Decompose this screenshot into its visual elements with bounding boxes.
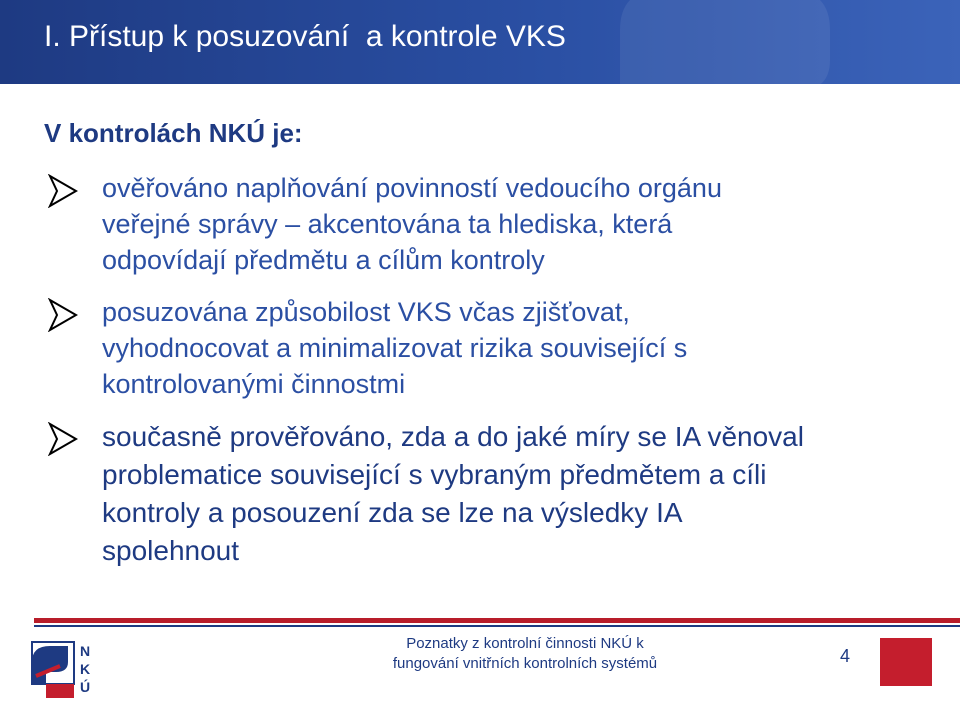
watermark-logo-icon [560,0,920,84]
footer-line-1: Poznatky z kontrolní činnosti NKÚ k [406,635,644,652]
list-item [44,294,924,402]
footer-caption [335,634,715,674]
arrowhead-bullet-icon [48,298,78,332]
footer-divider-blue [34,625,960,627]
logo-letter: N [80,643,91,659]
arrowhead-bullet-icon [48,422,78,456]
bullet-text: ověřováno naplňování povinností vedoucího orgánu veřejné správy – akcentována ta hlediska, která odpovídají předmětu a cílům kontroly [102,173,722,275]
page-number: 4 [839,646,850,666]
footer-divider-red [34,618,960,623]
nku-logo-icon [30,636,110,706]
footer-accent-box [880,638,932,686]
bullet-list [44,170,924,586]
list-item [44,418,924,570]
page-title: I. Přístup k posuzování a kontrole VKS [44,20,566,53]
footer-line-2: fungování vnitřních kontrolních systémů [392,655,658,672]
logo-letter: K [80,661,91,677]
bullet-text: současně prověřováno, zda a do jaké míry se IA věnoval problematice související s vybraným předmětem a cíli kontroly a posouzení zda se lze na výsledky IA spolehnout [102,421,804,566]
section-subtitle: V kontrolách NKÚ je: [44,118,303,148]
title-bar [0,0,960,84]
list-item [44,170,924,278]
arrowhead-bullet-icon [48,174,78,208]
bullet-text: posuzována způsobilost VKS včas zjišťovat, vyhodnocovat a minimalizovat rizika související s kontrolovanými činnostmi [102,297,688,399]
logo-letter: Ú [80,679,91,695]
